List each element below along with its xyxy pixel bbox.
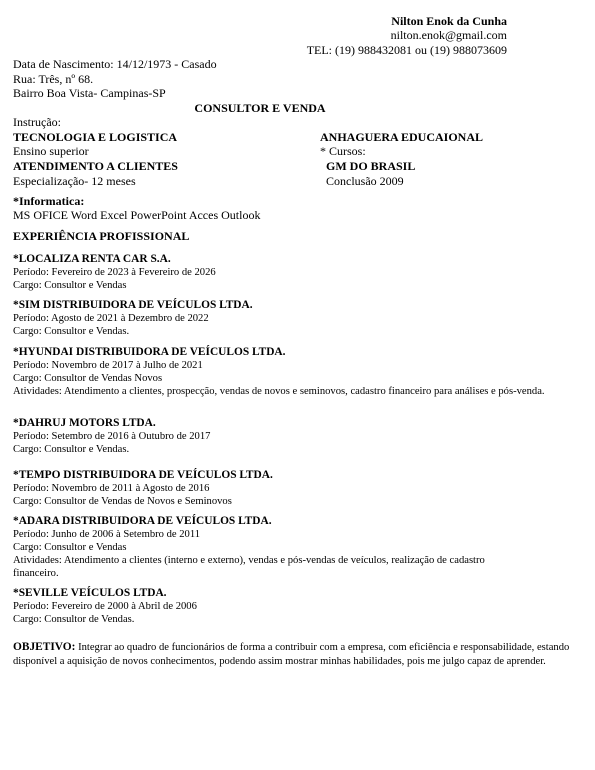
objective-text: Integrar ao quadro de funcionários de forma a contribuir com a empresa, com eficiência e responsabilidade, estando disponível a aquisição de novos conhecimentos, podendo assim mostrar minhas habilidades, pois me julgo capaz de aprender. xyxy=(13,642,570,667)
employment-period: Período: Agosto de 2021 à Dezembro de 2022 xyxy=(13,313,209,324)
role-title: CONSULTOR E VENDA xyxy=(194,101,326,115)
job-role: Cargo: Consultor de Vendas de Novos e Seminovos xyxy=(13,496,232,507)
company-name: *TEMPO DISTRIBUIDORA DE VEÍCULOS LTDA. xyxy=(13,469,273,481)
employment-period: Período: Fevereiro de 2023 à Fevereiro de 2026 xyxy=(13,267,216,278)
company-name: *DAHRUJ MOTORS LTDA. xyxy=(13,417,156,429)
company-name: *HYUNDAI DISTRIBUIDORA DE VEÍCULOS LTDA. xyxy=(13,346,286,358)
job-role: Cargo: Consultor de Vendas. xyxy=(13,614,135,625)
experience-entry xyxy=(13,468,583,508)
education-level-1: Ensino superior xyxy=(13,144,89,158)
employment-period: Período: Junho de 2006 à Setembro de 2011 xyxy=(13,529,201,540)
education-school-1: ANHAGUERA EDUCAIONAL xyxy=(320,130,484,144)
company-name: *SEVILLE VEÍCULOS LTDA. xyxy=(13,587,167,599)
courses-label: * Cursos: xyxy=(320,144,366,158)
experience-title: EXPERIÊNCIA PROFISSIONAL xyxy=(13,229,190,243)
job-activities: Atividades: Atendimento a clientes, prospecção, vendas de novos e seminovos, cadastro financeiro para análises e pós-venda. xyxy=(13,386,545,397)
experience-entry xyxy=(13,345,583,398)
candidate-name: Nilton Enok da Cunha xyxy=(391,14,507,28)
company-name: *LOCALIZA RENTA CAR S.A. xyxy=(13,253,171,265)
objective-label: OBJETIVO: xyxy=(13,641,76,653)
experience-entry xyxy=(13,586,583,626)
experience-entry xyxy=(13,298,583,338)
informatica-label: *Informatica: xyxy=(13,194,85,208)
company-name: *SIM DISTRIBUIDORA DE VEÍCULOS LTDA. xyxy=(13,299,253,311)
objective-paragraph xyxy=(13,640,585,669)
birth-date: Data de Nascimento: 14/12/1973 - Casado xyxy=(13,57,217,71)
experience-entry xyxy=(13,514,583,580)
email-address: nilton.enok@gmail.com xyxy=(390,28,507,42)
employment-period: Período: Novembro de 2011 à Agosto de 2016 xyxy=(13,483,210,494)
phone-numbers: TEL: (19) 988432081 ou (19) 988073609 xyxy=(306,43,507,57)
job-role: Cargo: Consultor e Vendas xyxy=(13,542,127,553)
education-course-1: TECNOLOGIA E LOGISTICA xyxy=(13,130,178,144)
employment-period: Período: Fevereiro de 2000 à Abril de 2006 xyxy=(13,601,197,612)
completion-year: Conclusão 2009 xyxy=(326,174,404,188)
experience-entry xyxy=(13,416,583,456)
job-role: Cargo: Consultor e Vendas. xyxy=(13,326,130,337)
job-activities: Atividades: Atendimento a clientes (interno e externo), vendas e pós-vendas de veículos, realização de cadastro financeiro. xyxy=(13,555,485,579)
experience-entry xyxy=(13,252,583,292)
education-label: Instrução: xyxy=(13,115,61,129)
informatica-tools: MS OFICE Word Excel PowerPoint Acces Outlook xyxy=(13,208,261,222)
job-role: Cargo: Consultor de Vendas Novos xyxy=(13,373,163,384)
education-course-2: ATENDIMENTO A CLIENTES xyxy=(13,159,178,173)
employment-period: Período: Setembro de 2016 à Outubro de 2017 xyxy=(13,431,211,442)
district-city: Bairro Boa Vista- Campinas-SP xyxy=(13,86,166,100)
company-name: *ADARA DISTRIBUIDORA DE VEÍCULOS LTDA. xyxy=(13,515,272,527)
street-address: Rua: Três, nº 68. xyxy=(13,72,94,86)
job-role: Cargo: Consultor e Vendas. xyxy=(13,444,130,455)
education-school-2: GM DO BRASIL xyxy=(326,159,416,173)
education-level-2: Especialização- 12 meses xyxy=(13,174,136,188)
employment-period: Período: Novembro de 2017 à Julho de 2021 xyxy=(13,360,203,371)
job-role: Cargo: Consultor e Vendas xyxy=(13,280,127,291)
